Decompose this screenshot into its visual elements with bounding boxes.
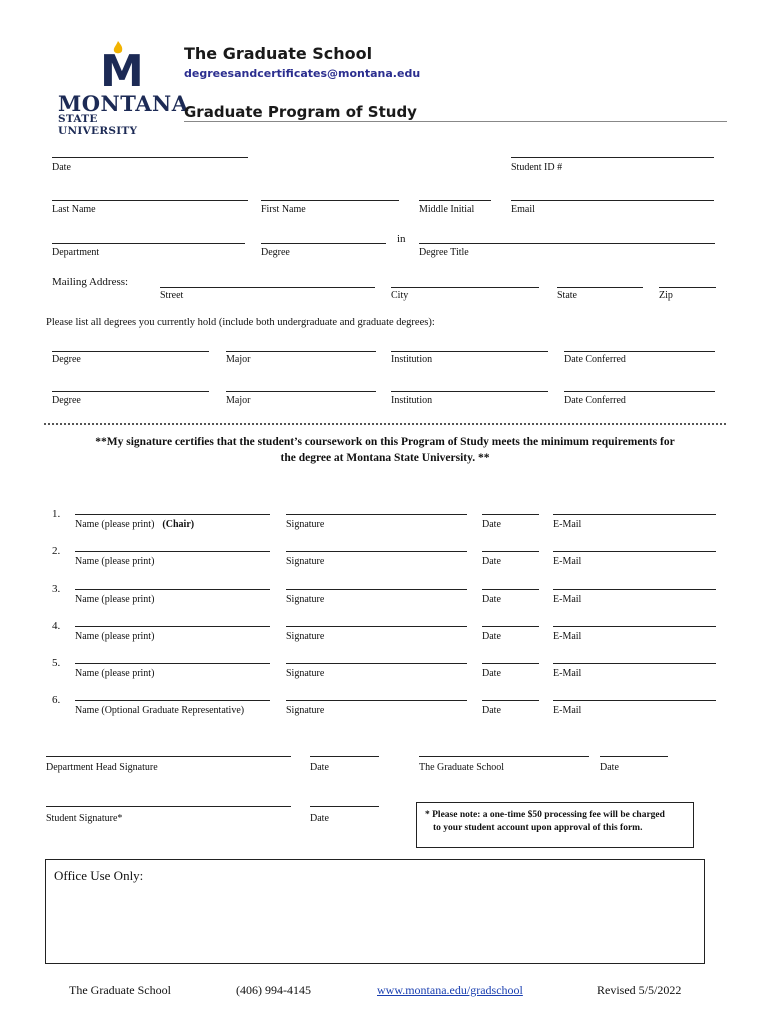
dept-head-date-label: Date <box>310 762 329 773</box>
institution1-field[interactable] <box>391 351 548 352</box>
committee-3-name-field[interactable] <box>75 589 270 590</box>
degree-title-field[interactable] <box>419 243 715 244</box>
fee-note-text <box>425 809 665 835</box>
committee-2-date-label: Date <box>482 556 501 567</box>
committee-2-name-label <box>75 556 154 567</box>
footer-url-link[interactable]: www.montana.edu/gradschool <box>377 983 523 997</box>
street-field[interactable] <box>160 287 375 288</box>
in-label: in <box>397 233 406 245</box>
committee-6-email-label: E-Mail <box>553 705 582 716</box>
zip-field[interactable] <box>659 287 716 288</box>
committee-1-email-field[interactable] <box>553 514 716 515</box>
committee-4-name-text: Name (please print) <box>75 631 155 642</box>
committee-2-signature-field[interactable] <box>286 551 467 552</box>
committee-5-email-label: E-Mail <box>553 668 582 679</box>
office-use-label: Office Use Only: <box>54 868 144 883</box>
committee-2-email-field[interactable] <box>553 551 716 552</box>
certification-line-1: **My signature certifies that the student’s coursework on this Program of Study meets the minimum requirements for <box>95 436 675 448</box>
student-id-label: Student ID # <box>511 162 563 173</box>
grad-school-signature-field[interactable] <box>419 756 589 757</box>
committee-4-date-field[interactable] <box>482 626 539 627</box>
committee-5-signature-field[interactable] <box>286 663 467 664</box>
grad-school-date-field[interactable] <box>600 756 668 757</box>
last-name-label: Last Name <box>52 204 96 215</box>
date-conferred1-field[interactable] <box>564 351 715 352</box>
committee-1-email-label: E-Mail <box>553 519 582 530</box>
committee-1-number: 1. <box>52 508 61 520</box>
major2-field[interactable] <box>226 391 376 392</box>
institution2-label: Institution <box>391 395 433 406</box>
degree-field[interactable] <box>261 243 386 244</box>
student-date-field[interactable] <box>310 806 379 807</box>
committee-4-name-field[interactable] <box>75 626 270 627</box>
committee-5-name-label <box>75 668 154 679</box>
dept-head-signature-label: Department Head Signature <box>46 762 158 773</box>
committee-2-number: 2. <box>52 545 61 557</box>
street-label: Street <box>160 290 184 301</box>
committee-5-date-label: Date <box>482 668 501 679</box>
fee-note-box <box>416 802 694 848</box>
committee-2-email-label: E-Mail <box>553 556 582 567</box>
first-name-label: First Name <box>261 204 306 215</box>
degree1-field[interactable] <box>52 351 209 352</box>
committee-3-date-field[interactable] <box>482 589 539 590</box>
footer-school: The Graduate School <box>69 983 171 997</box>
logo-name: MONTANA <box>58 91 189 116</box>
middle-initial-label: Middle Initial <box>419 204 475 215</box>
committee-2-name-field[interactable] <box>75 551 270 552</box>
committee-3-email-field[interactable] <box>553 589 716 590</box>
degree-label: Degree <box>261 247 290 258</box>
certification-line-2: the degree at Montana State University. ** <box>280 452 490 464</box>
fee-note-line-1: * Please note: a one-time $50 processing fee will be charged <box>425 810 665 820</box>
committee-1-chair-tag: (Chair) <box>162 519 195 530</box>
committee-6-signature-label: Signature <box>286 705 325 716</box>
committee-4-date-label: Date <box>482 631 501 642</box>
committee-5-number: 5. <box>52 657 61 669</box>
department-field[interactable] <box>52 243 245 244</box>
msu-logo <box>58 40 189 137</box>
committee-1-name-text: Name (please print) <box>75 519 155 530</box>
dept-head-signature-field[interactable] <box>46 756 291 757</box>
footer-phone: (406) 994-4145 <box>236 983 311 997</box>
committee-3-email-label: E-Mail <box>553 594 582 605</box>
committee-3-signature-field[interactable] <box>286 589 467 590</box>
degree2-label: Degree <box>52 395 81 406</box>
first-name-field[interactable] <box>261 200 399 201</box>
grad-school-date-label: Date <box>600 762 619 773</box>
zip-label: Zip <box>659 290 673 301</box>
committee-3-name-text: Name (please print) <box>75 594 155 605</box>
certification-rule <box>44 423 726 425</box>
committee-6-name-label <box>75 705 244 716</box>
degree1-label: Degree <box>52 354 81 365</box>
student-signature-label: Student Signature* <box>46 813 123 824</box>
date-label: Date <box>52 162 71 173</box>
school-title: The Graduate School <box>184 44 373 63</box>
committee-1-date-label: Date <box>482 519 501 530</box>
student-signature-field[interactable] <box>46 806 291 807</box>
committee-3-name-label <box>75 594 154 605</box>
student-id-field[interactable] <box>511 157 714 158</box>
committee-6-name-field[interactable] <box>75 700 270 701</box>
committee-3-number: 3. <box>52 583 61 595</box>
major1-label: Major <box>226 354 251 365</box>
committee-1-name-field[interactable] <box>75 514 270 515</box>
committee-5-name-text: Name (please print) <box>75 668 155 679</box>
committee-6-signature-field[interactable] <box>286 700 467 701</box>
committee-4-signature-label: Signature <box>286 631 325 642</box>
last-name-field[interactable] <box>52 200 248 201</box>
date-field[interactable] <box>52 157 248 158</box>
city-label: City <box>391 290 409 301</box>
committee-3-signature-label: Signature <box>286 594 325 605</box>
committee-6-date-label: Date <box>482 705 501 716</box>
student-date-label: Date <box>310 813 329 824</box>
city-field[interactable] <box>391 287 539 288</box>
committee-5-date-field[interactable] <box>482 663 539 664</box>
committee-4-name-label <box>75 631 154 642</box>
state-field[interactable] <box>557 287 643 288</box>
degree2-field[interactable] <box>52 391 209 392</box>
state-label: State <box>557 290 577 301</box>
office-use-box <box>45 859 705 964</box>
dept-head-date-field[interactable] <box>310 756 379 757</box>
email-field[interactable] <box>511 200 714 201</box>
committee-4-number: 4. <box>52 620 61 632</box>
committee-4-email-label: E-Mail <box>553 631 582 642</box>
grad-school-signature-label: The Graduate School <box>419 762 504 773</box>
date-conferred1-label: Date Conferred <box>564 354 626 365</box>
committee-6-name-text: Name (Optional Graduate Representative) <box>75 705 245 716</box>
committee-6-email-field[interactable] <box>553 700 716 701</box>
major2-label: Major <box>226 395 251 406</box>
committee-4-signature-field[interactable] <box>286 626 467 627</box>
committee-5-signature-label: Signature <box>286 668 325 679</box>
committee-3-date-label: Date <box>482 594 501 605</box>
committee-5-email-field[interactable] <box>553 663 716 664</box>
committee-2-name-text: Name (please print) <box>75 556 155 567</box>
institution1-label: Institution <box>391 354 433 365</box>
fee-note-line-2: to your student account upon approval of this form. <box>433 823 643 833</box>
logo-letter: M <box>100 46 144 97</box>
middle-initial-field[interactable] <box>419 200 491 201</box>
committee-5-name-field[interactable] <box>75 663 270 664</box>
email-label: Email <box>511 204 535 215</box>
date-conferred2-label: Date Conferred <box>564 395 626 406</box>
footer-revised: Revised 5/5/2022 <box>597 983 682 997</box>
degree-title-label: Degree Title <box>419 247 469 258</box>
committee-2-signature-label: Signature <box>286 556 325 567</box>
committee-1-signature-label: Signature <box>286 519 325 530</box>
date-conferred2-field[interactable] <box>564 391 715 392</box>
committee-6-date-field[interactable] <box>482 700 539 701</box>
logo-subtitle: STATE UNIVERSITY <box>58 113 138 137</box>
school-email-link[interactable]: degreesandcertificates@montana.edu <box>184 67 421 80</box>
department-label: Department <box>52 247 100 258</box>
committee-1-name-label <box>75 519 194 530</box>
certification-statement <box>44 434 726 466</box>
committee-6-number: 6. <box>52 694 61 706</box>
committee-2-date-field[interactable] <box>482 551 539 552</box>
degrees-prompt: Please list all degrees you currently hold (include both undergraduate and graduate degrees): <box>46 317 435 328</box>
form-title: Graduate Program of Study <box>184 103 417 121</box>
institution2-field[interactable] <box>391 391 548 392</box>
major1-field[interactable] <box>226 351 376 352</box>
mailing-address-label: Mailing Address: <box>52 276 129 288</box>
header-rule <box>184 121 727 122</box>
committee-1-date-field[interactable] <box>482 514 539 515</box>
committee-1-signature-field[interactable] <box>286 514 467 515</box>
committee-4-email-field[interactable] <box>553 626 716 627</box>
